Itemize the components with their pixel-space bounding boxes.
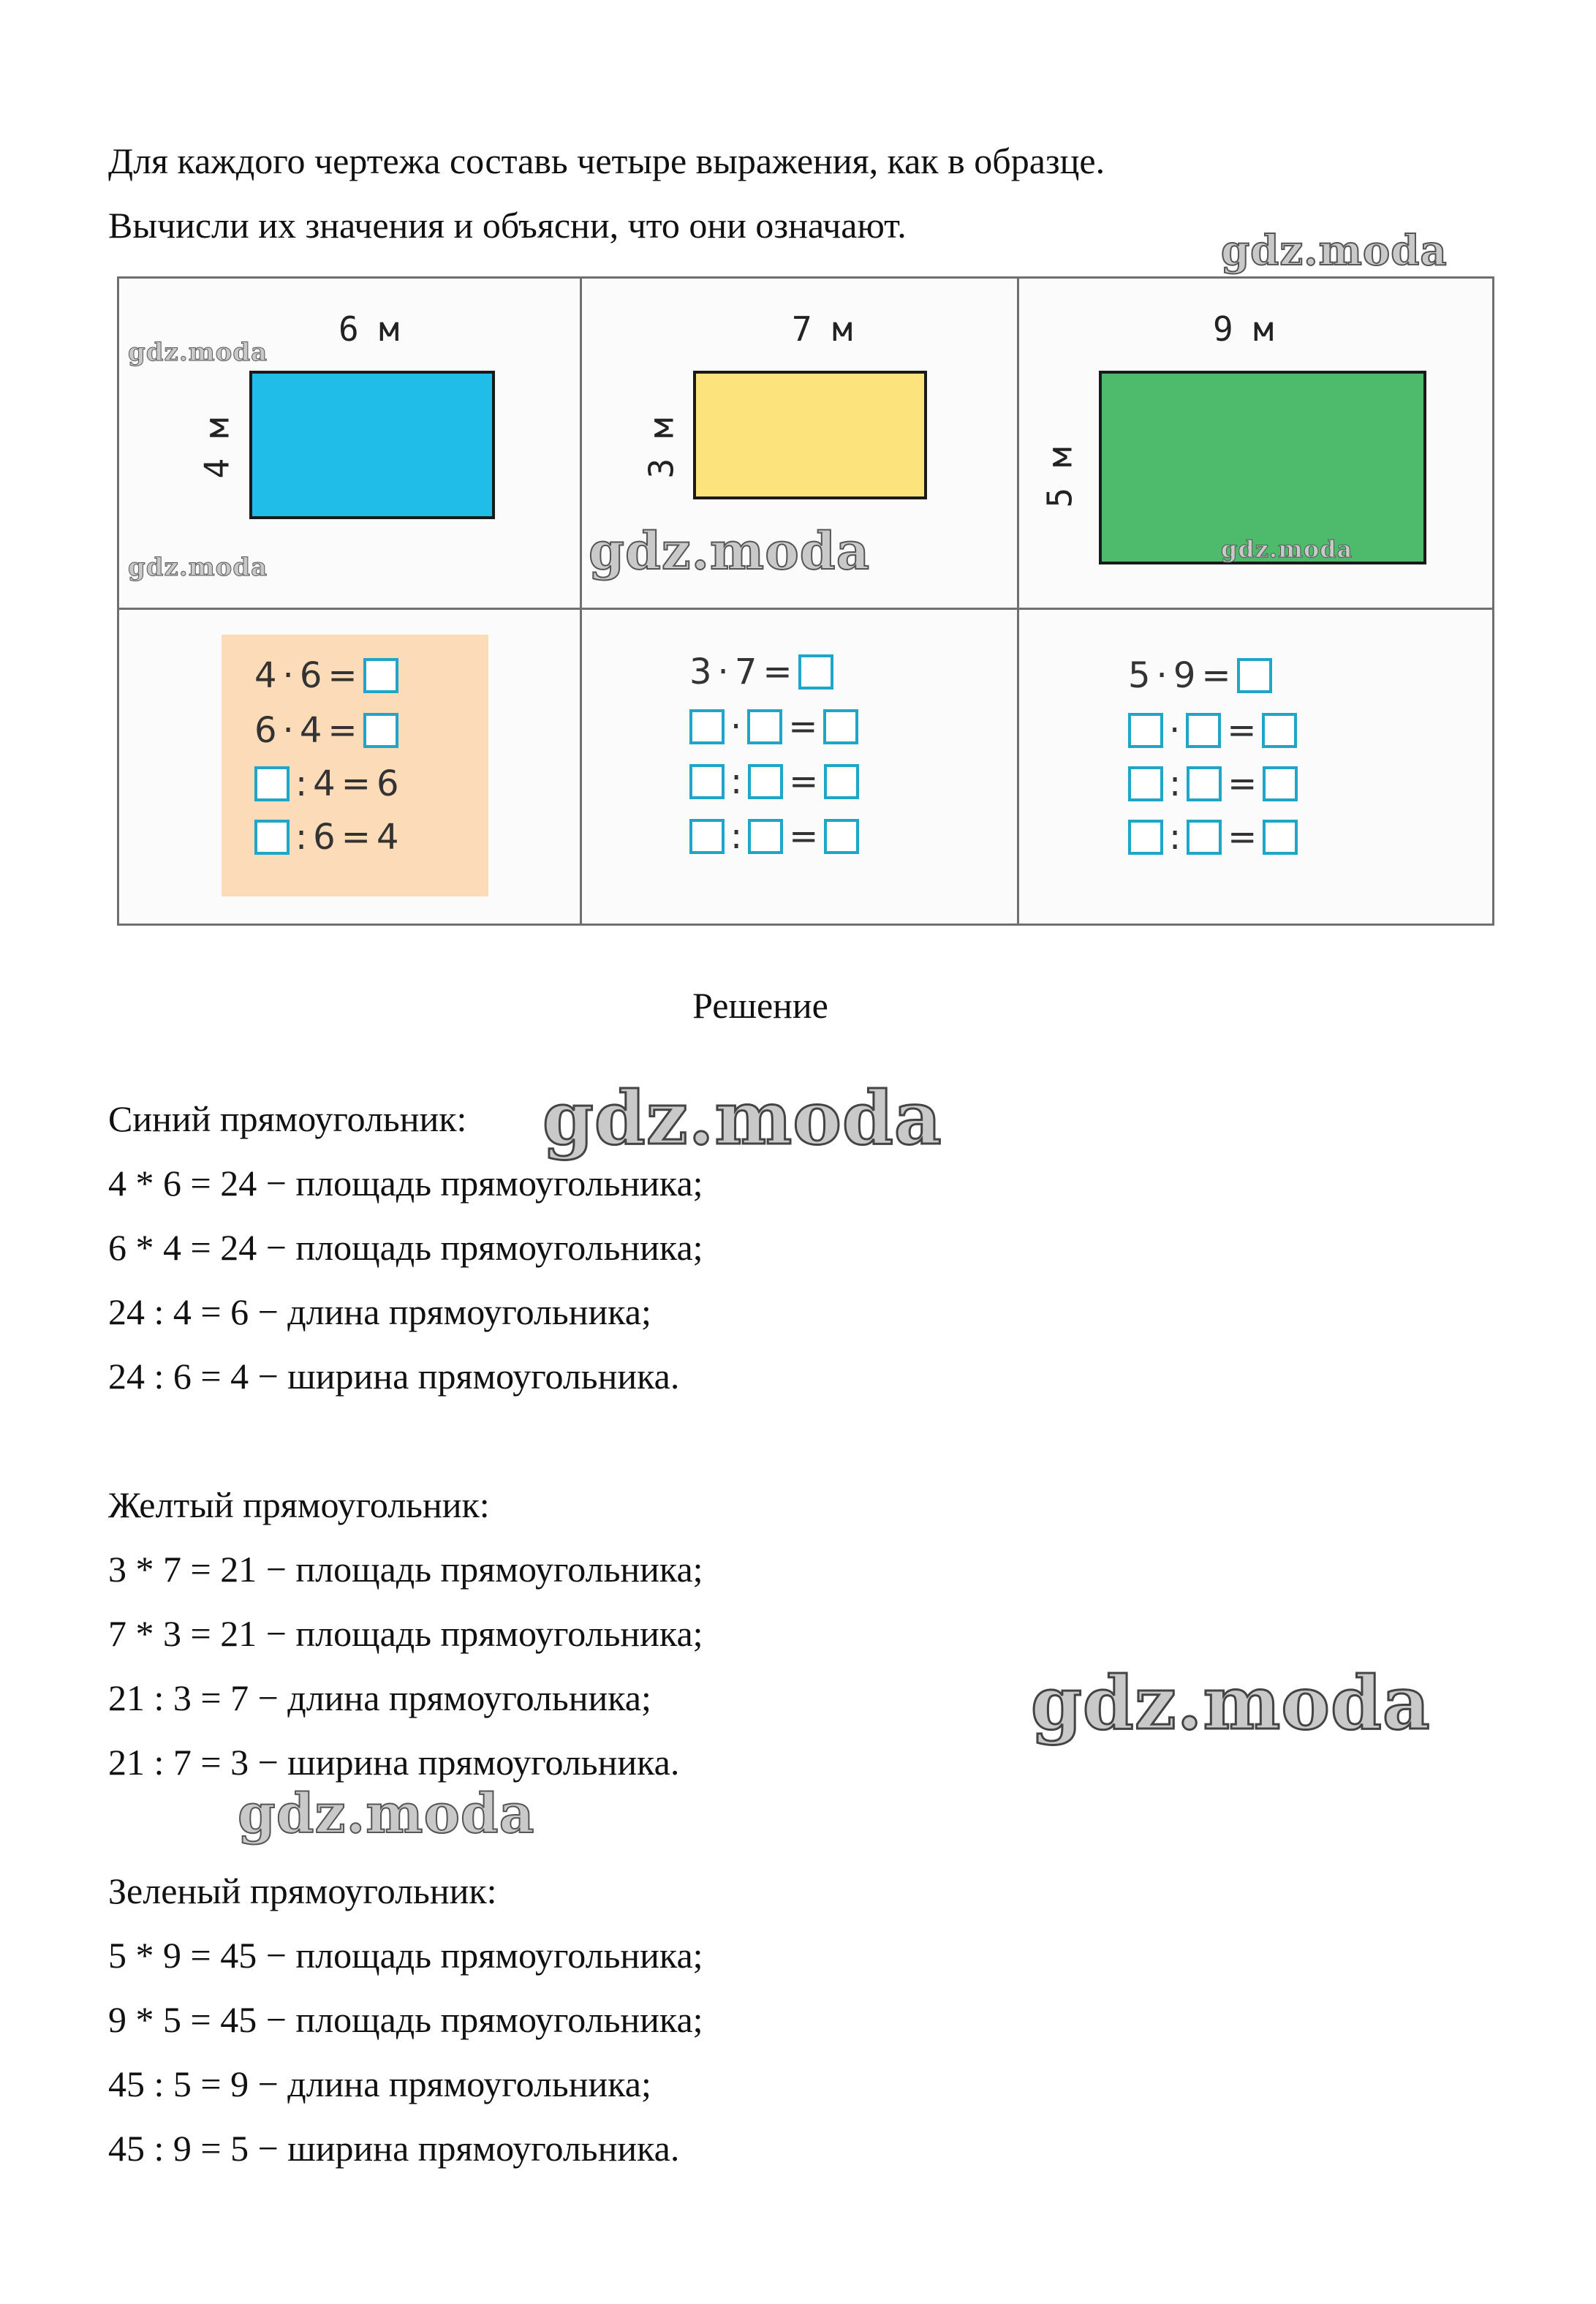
answer-box <box>689 764 725 799</box>
operand: 7 <box>734 651 757 692</box>
sample-equation <box>254 813 398 861</box>
figure-divider <box>580 279 582 924</box>
solution-line: 9 * 5 = 45 − площадь прямоугольника; <box>108 1999 703 2040</box>
solution-line: 45 : 9 = 5 − ширина прямоугольника. <box>108 2128 680 2169</box>
operator: · <box>730 706 742 747</box>
yellow-task-equation <box>689 703 858 751</box>
operand: 9 <box>1173 655 1196 696</box>
operator: : <box>1169 763 1181 804</box>
solution-line: 24 : 6 = 4 − ширина прямоугольника. <box>108 1356 680 1397</box>
answer-box <box>1263 820 1298 855</box>
answer-box <box>689 709 725 744</box>
yellow-width-label: 7 м <box>792 309 853 349</box>
operator: · <box>282 710 294 751</box>
operand: 4 <box>299 710 322 751</box>
textbook-figure <box>117 276 1494 926</box>
solution-line: 5 * 9 = 45 − площадь прямоугольника; <box>108 1935 703 1976</box>
equals-sign: = <box>788 706 818 747</box>
watermark: gdz.moda <box>128 553 268 582</box>
watermark: gdz.moda <box>1221 227 1448 275</box>
solution-line: 24 : 4 = 6 − длина прямоугольника; <box>108 1291 651 1332</box>
equals-sign: = <box>1227 710 1257 751</box>
answer-box <box>1128 713 1163 748</box>
operand: 4 <box>313 763 336 804</box>
solution-line: 4 * 6 = 24 − площадь прямоугольника; <box>108 1163 703 1204</box>
operator: · <box>282 655 294 696</box>
operator: : <box>295 817 308 858</box>
operand: 4 <box>376 817 399 858</box>
green-task-equation <box>1128 760 1298 808</box>
solution-heading-green: Зеленый прямоугольник: <box>108 1870 497 1911</box>
watermark: gdz.moda <box>589 521 871 581</box>
operator: : <box>730 816 743 857</box>
yellow-rectangle <box>693 371 927 499</box>
green-width-label: 9 м <box>1213 309 1274 349</box>
green-task-equation <box>1128 651 1272 700</box>
equals-sign: = <box>1201 655 1231 696</box>
green-task-equation <box>1128 706 1297 755</box>
equals-sign: = <box>341 763 371 804</box>
equals-sign: = <box>328 710 358 751</box>
answer-box <box>363 713 398 748</box>
answer-box <box>363 658 398 693</box>
operator: · <box>1169 710 1181 751</box>
answer-box <box>689 819 725 854</box>
yellow-task-equation <box>689 758 859 806</box>
equals-sign: = <box>789 761 819 802</box>
watermark: gdz.moda <box>542 1075 942 1161</box>
equals-sign: = <box>1228 817 1257 858</box>
figure-divider <box>119 608 1492 610</box>
answer-box <box>254 820 290 855</box>
watermark: gdz.moda <box>1221 535 1353 563</box>
task-text-line-2: Вычисли их значения и объясни, что они означают. <box>108 205 907 246</box>
operator: : <box>1169 817 1181 858</box>
blue-height-label: 4 м <box>197 418 237 479</box>
answer-box <box>1186 713 1221 748</box>
operand: 4 <box>254 655 277 696</box>
answer-box <box>254 766 290 801</box>
solution-heading-blue: Синий прямоугольник: <box>108 1098 467 1139</box>
green-task-equation <box>1128 813 1298 861</box>
answer-box <box>748 819 783 854</box>
solution-line: 3 * 7 = 21 − площадь прямоугольника; <box>108 1549 703 1590</box>
solution-line: 45 : 5 = 9 − длина прямоугольника; <box>108 2063 651 2104</box>
answer-box <box>1237 658 1272 693</box>
answer-box <box>798 654 833 690</box>
operand: 6 <box>313 817 336 858</box>
solution-line: 21 : 7 = 3 − ширина прямоугольника. <box>108 1742 680 1783</box>
answer-box <box>824 819 859 854</box>
yellow-height-label: 3 м <box>641 418 681 479</box>
answer-box <box>823 709 858 744</box>
answer-box <box>748 764 783 799</box>
watermark: gdz.moda <box>1031 1660 1431 1746</box>
operand: 6 <box>376 763 399 804</box>
watermark: gdz.moda <box>238 1783 535 1846</box>
operator: · <box>1156 655 1168 696</box>
operand: 3 <box>689 651 712 692</box>
green-height-label: 5 м <box>1040 447 1080 508</box>
sample-equation <box>254 651 398 700</box>
operand: 6 <box>299 655 322 696</box>
task-text-line-1: Для каждого чертежа составь четыре выражения, как в образце. <box>108 140 1105 181</box>
sample-equation <box>254 760 398 808</box>
equals-sign: = <box>328 655 358 696</box>
solution-heading-yellow: Желтый прямоугольник: <box>108 1484 490 1525</box>
answer-box <box>1187 766 1222 801</box>
answer-box <box>1128 820 1163 855</box>
answer-box <box>1262 713 1297 748</box>
yellow-task-equation <box>689 648 833 696</box>
blue-width-label: 6 м <box>339 309 400 349</box>
operand: 6 <box>254 710 277 751</box>
operator: : <box>730 761 743 802</box>
blue-rectangle <box>249 371 495 519</box>
answer-box <box>1128 766 1163 801</box>
sample-equation <box>254 706 398 755</box>
solution-line: 21 : 3 = 7 − длина прямоугольника; <box>108 1677 651 1718</box>
equals-sign: = <box>1228 763 1257 804</box>
solution-title: Решение <box>692 985 828 1026</box>
operand: 5 <box>1128 655 1151 696</box>
yellow-task-equation <box>689 812 859 861</box>
watermark: gdz.moda <box>128 338 268 367</box>
solution-line: 6 * 4 = 24 − площадь прямоугольника; <box>108 1227 703 1268</box>
operator: · <box>717 651 729 692</box>
answer-box <box>1187 820 1222 855</box>
equals-sign: = <box>789 816 819 857</box>
answer-box <box>747 709 782 744</box>
equals-sign: = <box>341 817 371 858</box>
answer-box <box>1263 766 1298 801</box>
solution-line: 7 * 3 = 21 − площадь прямоугольника; <box>108 1613 703 1654</box>
figure-divider <box>1017 279 1019 924</box>
answer-box <box>824 764 859 799</box>
operator: : <box>295 763 308 804</box>
equals-sign: = <box>763 651 793 692</box>
